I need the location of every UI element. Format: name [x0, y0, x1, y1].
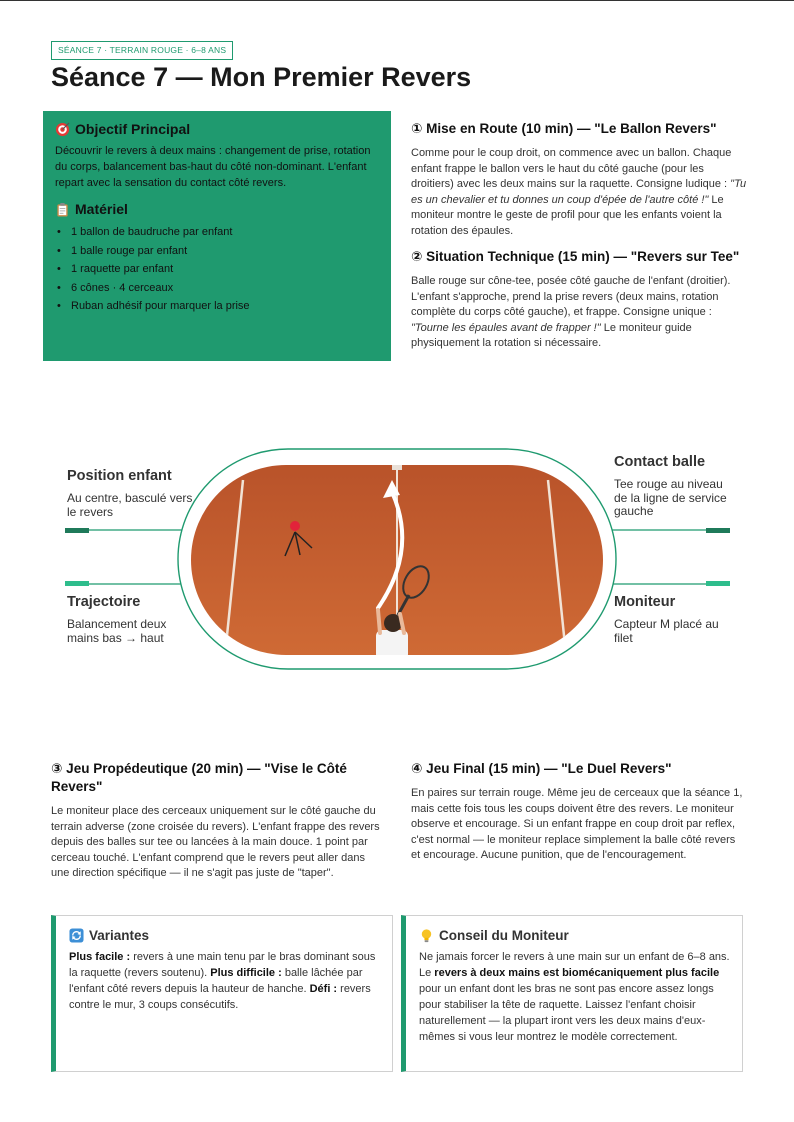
- connector-marker: [65, 528, 89, 533]
- section-4-text: En paires sur terrain rouge. Même jeu de cerceaux que la séance 1, mais cette fois tous les coups doivent être des revers. Le moniteur observe et encourage. Si un enfant frappe en coup droit par reflex, c'est normal — le moniteur replace simplement la balle côté revers et encourage. Aucune punition, que de l'encouragement.: [411, 787, 743, 862]
- objective-heading: [55, 121, 379, 137]
- section-4-title: ④ Jeu Final (15 min) — "Le Duel Revers": [411, 761, 672, 776]
- text-moniteur: Capteur M placé au filet: [614, 617, 719, 645]
- section-1: [411, 120, 747, 240]
- materiel-title: Matériel: [75, 201, 128, 217]
- materiel-list: [55, 223, 379, 316]
- variantes-title: Variantes: [89, 928, 150, 943]
- label-trajectoire: Trajectoire: [67, 594, 141, 610]
- section-1-title: ① Mise en Route (10 min) — "Le Ballon Revers": [411, 121, 717, 136]
- label-moniteur: Moniteur: [614, 594, 676, 610]
- clipboard-icon: [55, 202, 70, 217]
- section-1-quote: "Tu es un chevalier et tu donnes un coup d'épée de l'autre côté !": [411, 178, 747, 206]
- connector-marker: [706, 581, 730, 586]
- top-rule: [0, 0, 794, 1]
- materiel-item: • 1 raquette par enfant: [55, 260, 379, 279]
- session-badge: SÉANCE 7 · TERRAIN ROUGE · 6–8 ANS: [51, 41, 233, 60]
- objective-text: Découvrir le revers à deux mains : changement de prise, rotation du corps, balancement bas-haut du côté non-dominant. L'enfant repart avec la sensation du contact côté revers.: [55, 145, 371, 189]
- page-title: Séance 7 — Mon Premier Revers: [51, 62, 472, 92]
- materiel-item: • 1 ballon de baudruche par enfant: [55, 223, 379, 242]
- section-1-text: Comme pour le coup droit, on commence avec un ballon. Chaque enfant frappe le ballon vers le haut du côté gauche (pour les droitiers) avec les deux mains sur la raquette. Consigne ludique : "Tu es un chevalier et tu donnes un coup d'épée de l'autre côté !" Le moniteur montre le geste de profil pour que les enfants voient la rotation des épaules.: [411, 147, 747, 237]
- connector-marker: [65, 581, 89, 586]
- conseil-card: [401, 915, 743, 1072]
- label-contact-balle: Contact balle: [614, 454, 706, 470]
- red-ball: [290, 521, 300, 531]
- objective-title: Objectif Principal: [75, 121, 191, 137]
- materiel-item: • 1 balle rouge par enfant: [55, 242, 379, 261]
- section-4: [411, 760, 747, 864]
- section-2-quote: "Tourne les épaules avant de frapper !": [411, 321, 601, 334]
- refresh-icon: [69, 928, 84, 943]
- target-icon: [55, 122, 70, 137]
- connector-marker: [706, 528, 730, 533]
- conseil-text: Ne jamais forcer le revers à une main sur un enfant de 6–8 ans. Le revers à deux mains est biomécaniquement plus facile pour un enfant dont les bras ne sont pas encore assez longs pour stabiliser la tête de raquette. Laissez l'enfant choisir naturellement — la plupart iront vers les deux mains d'eux-mêmes si vous leur montrez le modèle correctement.: [419, 951, 730, 1043]
- objective-box: [43, 111, 391, 361]
- text-trajectoire: Balancement deux mains bas → haut: [67, 617, 167, 645]
- text-position-enfant: Au centre, basculé vers le revers: [67, 491, 193, 519]
- section-2-title: ② Situation Technique (15 min) — "Revers sur Tee": [411, 249, 740, 264]
- variantes-card: [51, 915, 393, 1072]
- label-position-enfant: Position enfant: [67, 468, 172, 484]
- materiel-item: • Ruban adhésif pour marquer la prise: [55, 297, 379, 316]
- variantes-heading: [69, 928, 380, 943]
- section-2-text: Balle rouge sur cône-tee, posée côté gauche de l'enfant (droitier). L'enfant s'approche, prend la prise revers (deux mains, rotation complète du corps côté gauche), et frappe. Consigne unique : "Tourne les épaules avant de frapper !" Le moniteur guide physiquement la rotation si nécessaire.: [411, 275, 731, 350]
- court-diagram: [0, 440, 794, 680]
- materiel-heading: [55, 201, 379, 217]
- conseil-title: Conseil du Moniteur: [439, 928, 569, 943]
- conseil-heading: [419, 928, 730, 943]
- section-2: [411, 248, 747, 352]
- text-contact-balle: Tee rouge au niveau de la ligne de service gauche: [614, 477, 727, 518]
- materiel-item: • 6 cônes · 4 cerceaux: [55, 279, 379, 298]
- variantes-text: Plus facile : revers à une main tenu par le bras dominant sous la raquette (revers soutenu). Plus difficile : balle lâchée par l'enfant côté revers depuis la hauteur de hanche. Défi : revers contre le mur, 3 coups consécutifs.: [69, 951, 376, 1011]
- section-3-text: Le moniteur place des cerceaux uniquement sur le côté gauche du terrain adverse (zone croisée du revers). L'enfant frappe des revers depuis des balles sur tee ou lancées à la main douce. 1 point par cerceau touché. L'enfant comprend que le revers peut aller dans une direction spécifique — il ne s'agit pas juste de "taper".: [51, 805, 380, 880]
- section-3: [51, 760, 381, 882]
- lightbulb-icon: [419, 928, 434, 943]
- section-3-title: ③ Jeu Propédeutique (20 min) — "Vise le Côté Revers": [51, 761, 347, 794]
